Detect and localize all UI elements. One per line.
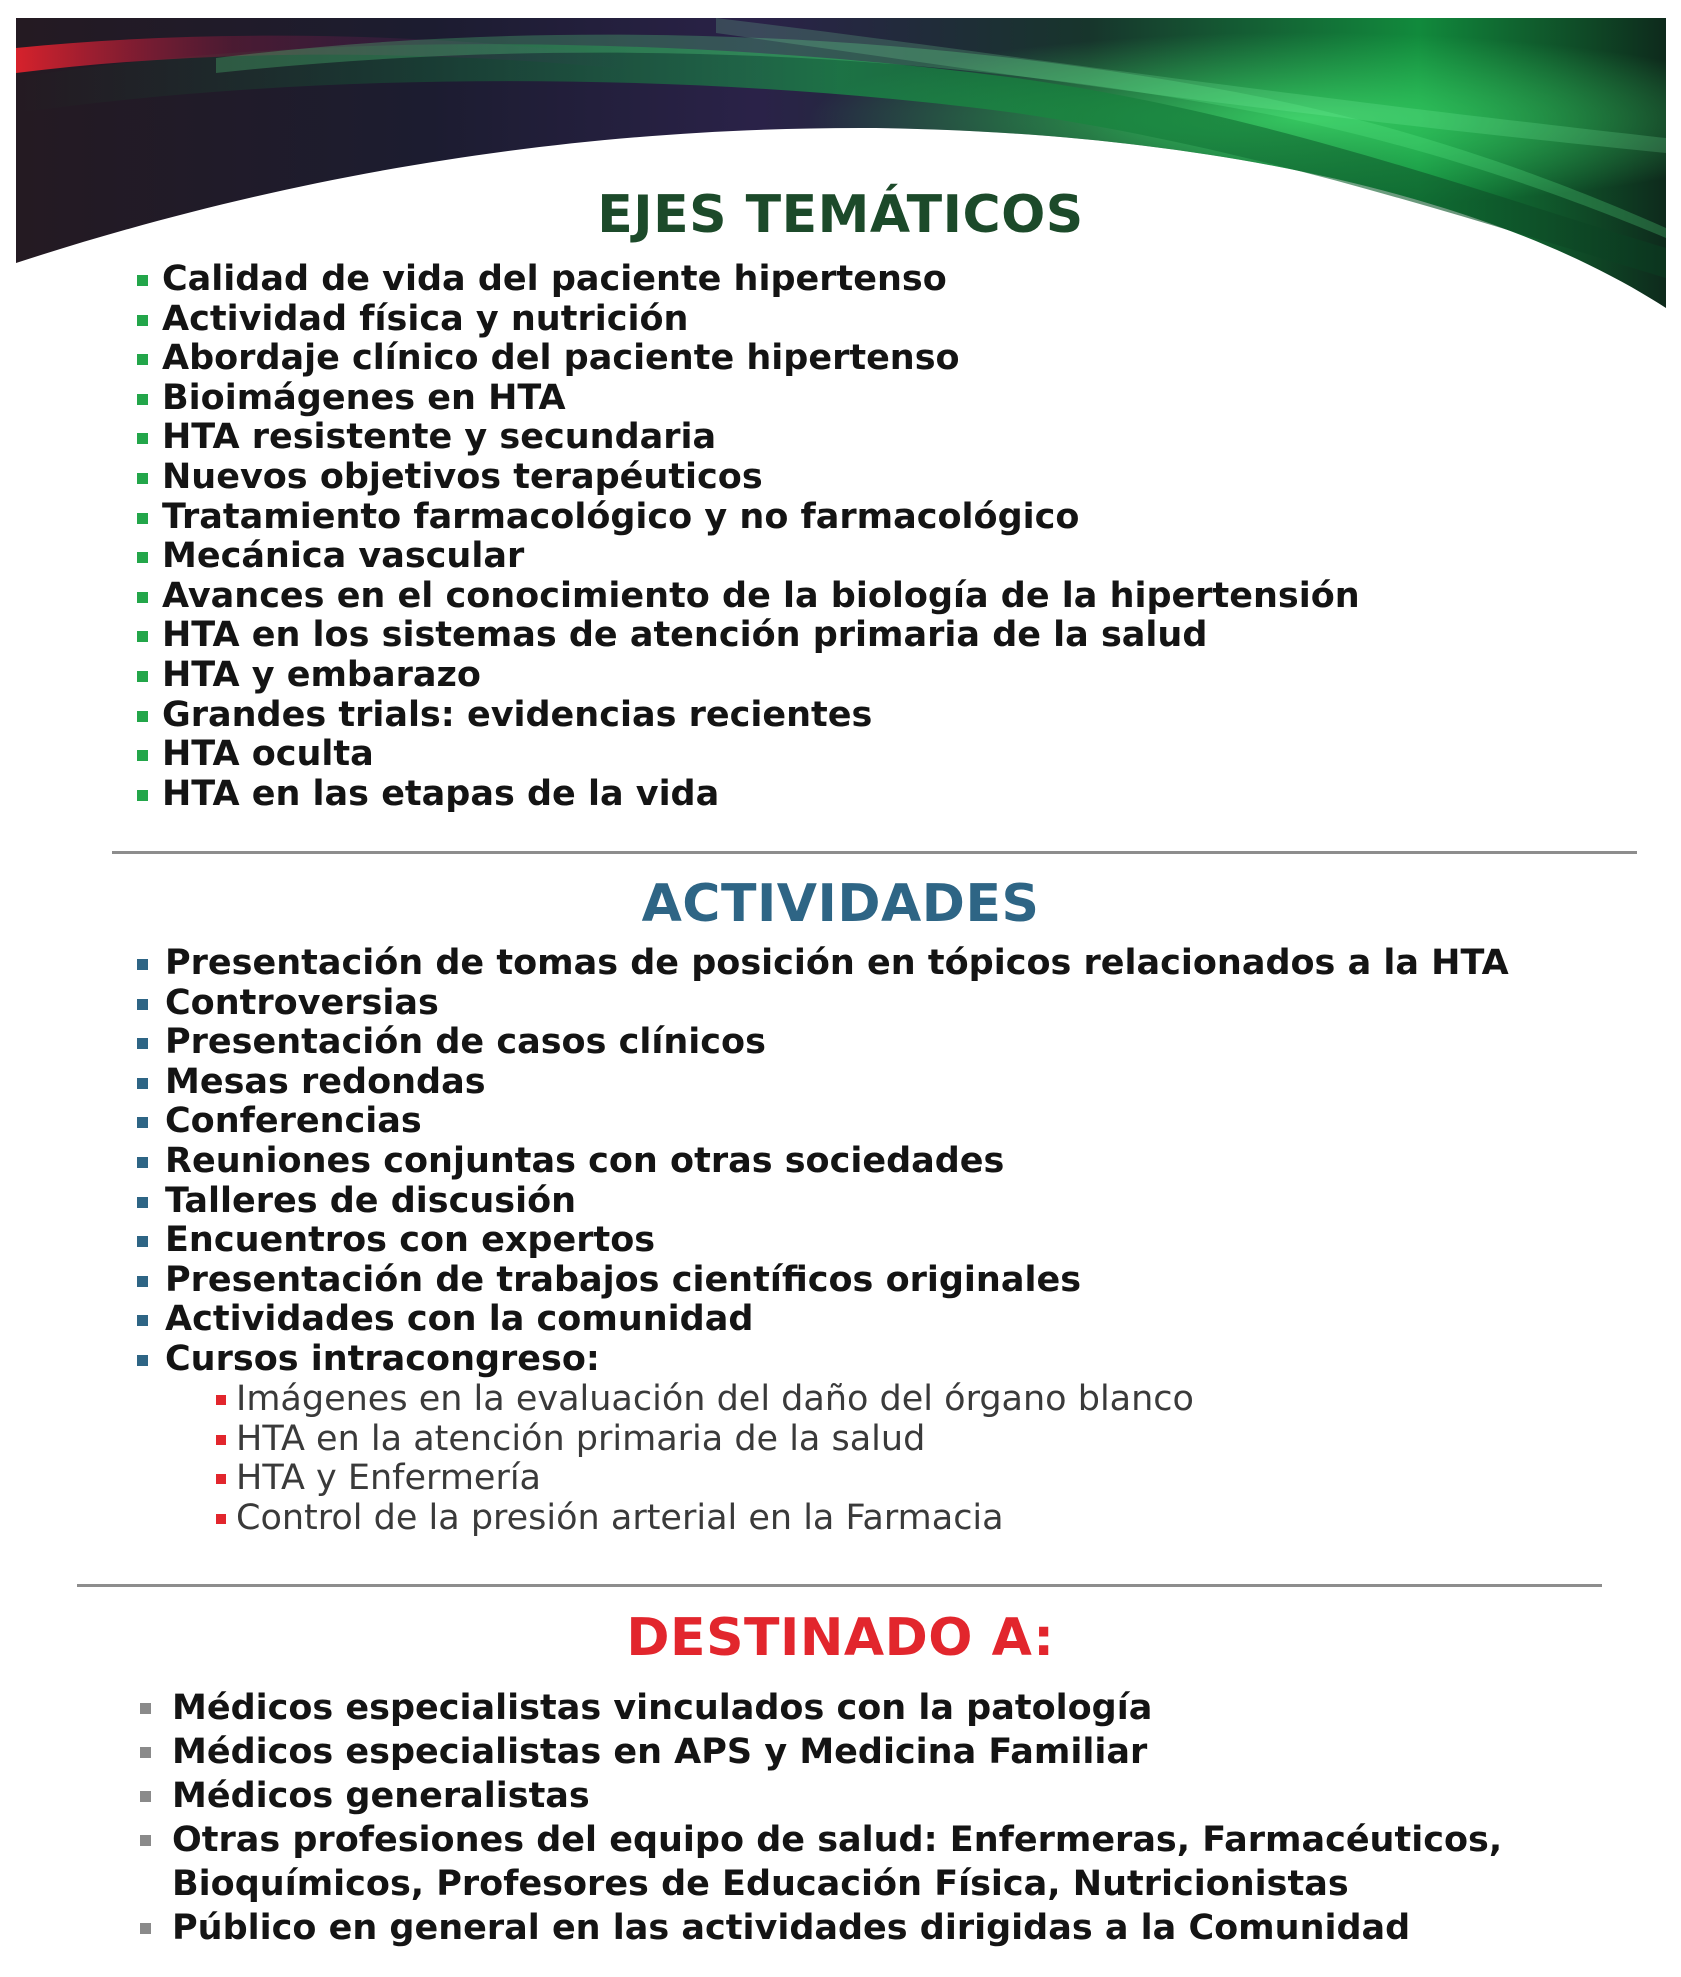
square-bullet-icon [137,513,148,524]
square-bullet-icon [140,1923,151,1934]
list-item: Calidad de vida del paciente hipertenso [137,260,1360,300]
sub-list-item: Imágenes en la evaluación del daño del órgano blanco [216,1380,1194,1420]
section-title-destinado-a: DESTINADO A: [626,1608,1055,1668]
sub-list-item: HTA en la atención primaria de la salud [216,1420,1194,1460]
square-bullet-icon [137,711,148,722]
list-item: Presentación de tomas de posición en tópicos relacionados a la HTA [137,944,1509,984]
square-bullet-icon [140,1703,151,1714]
square-bullet-icon [137,473,148,484]
list-item: Médicos especialistas vinculados con la patología [140,1686,1502,1730]
square-bullet-icon [137,671,148,682]
square-bullet-icon [137,1236,148,1247]
list-item: Actividad física y nutrición [137,300,1360,340]
square-bullet-icon [137,1117,148,1128]
list-item: Reuniones conjuntas con otras sociedades [137,1142,1509,1182]
list-item: HTA en los sistemas de atención primaria de la salud [137,616,1360,656]
square-bullet-icon [137,592,148,603]
square-bullet-icon [137,959,148,970]
square-bullet-icon [216,1514,226,1524]
list-item: Nuevos objetivos terapéuticos [137,458,1360,498]
square-bullet-icon [137,354,148,365]
square-bullet-icon [140,1835,151,1846]
list-item: HTA y embarazo [137,656,1360,696]
list-item: HTA oculta [137,735,1360,775]
square-bullet-icon [137,394,148,405]
list-item: Actividades con la comunidad [137,1300,1509,1340]
square-bullet-icon [137,1197,148,1208]
sub-list-item: HTA y Enfermería [216,1459,1194,1499]
section-divider [77,1584,1602,1587]
list-item: Avances en el conocimiento de la biología de la hipertensión [137,577,1360,617]
list-item: Médicos especialistas en APS y Medicina Familiar [140,1730,1502,1774]
square-bullet-icon [137,1078,148,1089]
square-bullet-icon [137,1157,148,1168]
square-bullet-icon [216,1395,226,1405]
section-title-ejes-tematicos: EJES TEMÁTICOS [597,185,1084,245]
square-bullet-icon [137,1355,148,1366]
list-item: Talleres de discusión [137,1182,1509,1222]
list-item: Grandes trials: evidencias recientes [137,696,1360,736]
list-item: Público en general en las actividades dirigidas a la Comunidad [140,1906,1502,1950]
destinado-a-list [140,1686,1502,1950]
list-item: Tratamiento farmacológico y no farmacológico [137,498,1360,538]
square-bullet-icon [137,275,148,286]
square-bullet-icon [137,433,148,444]
square-bullet-icon [137,1038,148,1049]
square-bullet-icon [137,790,148,801]
ejes-tematicos-list [137,260,1360,814]
cursos-intracongreso-sublist [216,1380,1194,1538]
square-bullet-icon [216,1435,226,1445]
square-bullet-icon [216,1474,226,1484]
list-item: Presentación de trabajos científicos originales [137,1261,1509,1301]
square-bullet-icon [137,999,148,1010]
list-item: Abordaje clínico del paciente hipertenso [137,339,1360,379]
actividades-list [137,944,1509,1380]
list-item: Cursos intracongreso: [137,1340,1509,1380]
list-item: Conferencias [137,1102,1509,1142]
list-item: Bioimágenes en HTA [137,379,1360,419]
list-item: Médicos generalistas [140,1774,1502,1818]
list-item: HTA resistente y secundaria [137,418,1360,458]
list-item: Encuentros con expertos [137,1221,1509,1261]
square-bullet-icon [137,1315,148,1326]
square-bullet-icon [140,1791,151,1802]
list-item: Presentación de casos clínicos [137,1023,1509,1063]
sub-list-item: Control de la presión arterial en la Farmacia [216,1499,1194,1539]
square-bullet-icon [140,1747,151,1758]
list-item: Otras profesiones del equipo de salud: Enfermeras, Farmacéuticos, Bioquímicos, Profesores de Educación Física, Nutricionistas [140,1818,1502,1906]
section-divider [112,851,1637,854]
list-item: Controversias [137,984,1509,1024]
list-item: Mecánica vascular [137,537,1360,577]
list-item: HTA en las etapas de la vida [137,775,1360,815]
square-bullet-icon [137,552,148,563]
square-bullet-icon [137,631,148,642]
section-title-actividades: ACTIVIDADES [641,874,1040,934]
square-bullet-icon [137,750,148,761]
square-bullet-icon [137,1276,148,1287]
list-item: Mesas redondas [137,1063,1509,1103]
square-bullet-icon [137,315,148,326]
